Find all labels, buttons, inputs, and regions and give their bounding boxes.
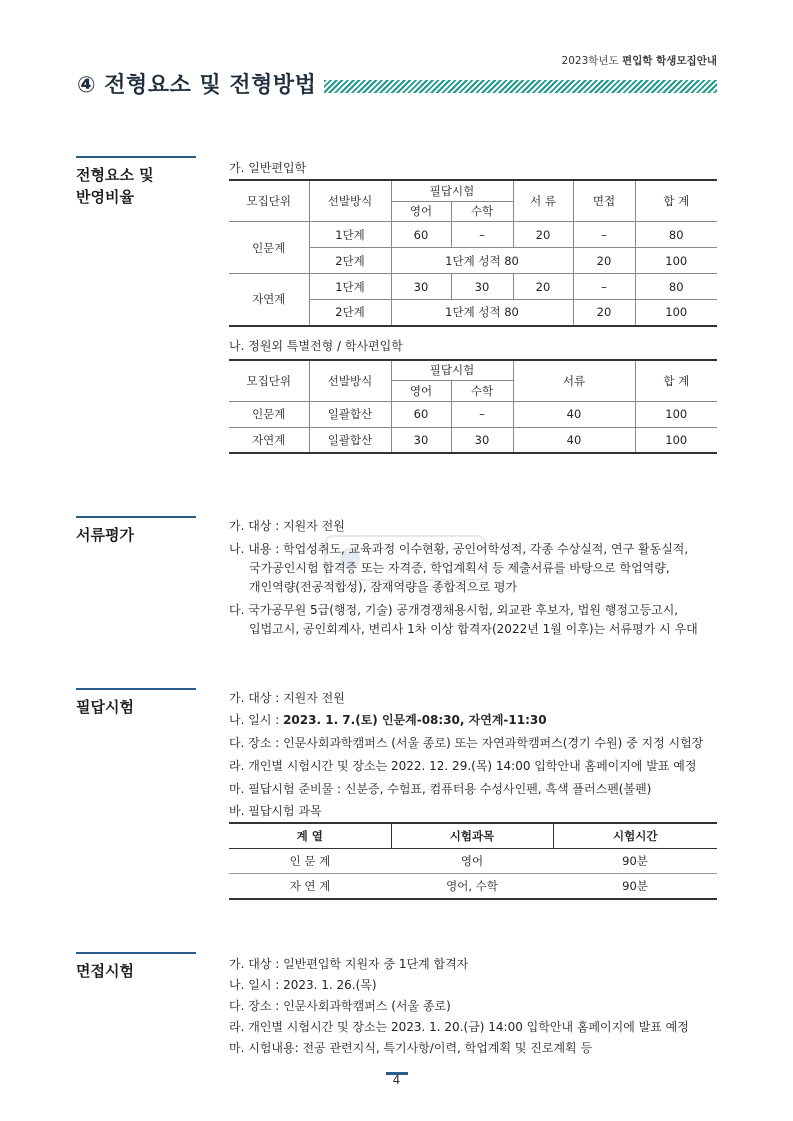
- cell-eng: 60: [391, 222, 451, 248]
- section-label-ratio: [76, 156, 196, 208]
- cell-docs: 40: [513, 427, 635, 453]
- cell-unit: 자연계: [229, 427, 309, 453]
- doc-item-b-line2: 국가공인시험 합격증 또는 자격증, 학업계획서 등 제출서류를 바탕으로 학업역량,: [249, 561, 670, 575]
- cell-stage: 1단계: [309, 222, 391, 248]
- page-number: 4: [392, 1073, 401, 1087]
- table-row: [229, 222, 717, 248]
- exam-item-b: [229, 710, 717, 731]
- exam-item-c: 다. 장소 : 인문사회과학캠퍼스 (서울 종로) 또는 자연과학캠퍼스(경기 수원) 중 지정 시험장: [229, 736, 704, 750]
- section-label-line2: 반영비율: [76, 188, 134, 206]
- cell-math: –: [451, 222, 513, 248]
- interview-item-c: 다. 장소 : 인문사회과학캠퍼스 (서울 종로): [229, 999, 451, 1013]
- th-time: 시험시간: [553, 823, 717, 849]
- cell-docs: 20: [513, 274, 573, 300]
- th-total: 합 계: [635, 180, 717, 222]
- cell-method: 일괄합산: [309, 401, 391, 427]
- page-title-bar: [77, 66, 717, 100]
- th-method: 선발방식: [309, 180, 391, 222]
- th-exam: 필답시험: [391, 180, 513, 201]
- section-interview-content: [229, 954, 717, 1059]
- cell-total: 80: [635, 274, 717, 300]
- section-label-written-exam: [76, 688, 196, 718]
- cell-total: 100: [635, 300, 717, 326]
- th-subject: 시험과목: [391, 823, 553, 849]
- th-docs: 서류: [513, 360, 635, 402]
- cell-eng: 30: [391, 274, 451, 300]
- doc-item-b-line3: 개인역량(전공적합성), 잠재역량을 종합적으로 평가: [249, 580, 518, 594]
- section-written-exam-content: [229, 688, 717, 900]
- doc-item-b: [229, 540, 717, 597]
- doc-item-c: [229, 601, 717, 639]
- th-interview: 면접: [573, 180, 635, 222]
- cell-unit: 자연계: [229, 274, 309, 326]
- th-math: 수학: [451, 381, 513, 401]
- cell-total: 100: [635, 248, 717, 274]
- cell-interview: –: [573, 222, 635, 248]
- cell-docs: 40: [513, 401, 635, 427]
- section-documents-content: [229, 516, 717, 639]
- header-doc-title: 편입학 학생모집안내: [622, 55, 717, 67]
- section-label-line1: 전형요소 및: [76, 166, 154, 184]
- interview-item-d: 라. 개인별 시험시간 및 장소는 2023. 1. 20.(금) 14:00 입학안내 홈페이지에 발표 예정: [229, 1020, 689, 1034]
- doc-item-a: 가. 대상 : 지원자 전원: [229, 519, 345, 533]
- cell-merged: 1단계 성적 80: [391, 248, 573, 274]
- cell-stage: 2단계: [309, 248, 391, 274]
- interview-item-b: 나. 일시 : 2023. 1. 26.(목): [229, 978, 377, 992]
- cell-total: 80: [635, 222, 717, 248]
- table-row: [229, 274, 717, 300]
- page-title: ④ 전형요소 및 전형방법: [77, 72, 317, 98]
- cell-math: 30: [451, 274, 513, 300]
- cell-method: 일괄합산: [309, 427, 391, 453]
- th-total: 합 계: [635, 360, 717, 402]
- cell-interview: –: [573, 274, 635, 300]
- cell-subject: 영어, 수학: [391, 874, 553, 900]
- cell-stage: 2단계: [309, 300, 391, 326]
- section-label-text: 면접시험: [76, 962, 134, 980]
- cell-time: 90분: [553, 849, 717, 874]
- cell-total: 100: [635, 401, 717, 427]
- th-unit: 모집단위: [229, 360, 309, 402]
- section-label-text: 서류평가: [76, 526, 134, 544]
- cell-math: 30: [451, 427, 513, 453]
- section-label-text: 필답시험: [76, 698, 134, 716]
- cell-unit: 인문계: [229, 222, 309, 274]
- cell-stage: 1단계: [309, 274, 391, 300]
- cell-total: 100: [635, 427, 717, 453]
- table-special-transfer: [229, 359, 717, 455]
- table-row: [229, 849, 717, 874]
- th-unit: 모집단위: [229, 180, 309, 222]
- section-label-documents: [76, 516, 196, 546]
- section-label-interview: [76, 952, 196, 982]
- th-math: 수학: [451, 201, 513, 221]
- exam-item-a: 가. 대상 : 지원자 전원: [229, 691, 345, 705]
- cell-merged: 1단계 성적 80: [391, 300, 573, 326]
- header-year: 2023학년도: [561, 55, 619, 67]
- th-method: 선발방식: [309, 360, 391, 402]
- th-exam: 필답시험: [391, 360, 513, 381]
- table-row: [229, 874, 717, 900]
- doc-item-b-line1: 나. 내용 : 학업성취도, 교육과정 이수현황, 공인어학성적, 각종 수상실적, 연구 활동실적,: [229, 542, 689, 556]
- cell-math: –: [451, 401, 513, 427]
- exam-item-b-prefix: 나. 일시 :: [229, 713, 284, 727]
- table-row: [229, 401, 717, 427]
- cell-unit: 인문계: [229, 401, 309, 427]
- cell-track: 인 문 계: [229, 849, 391, 874]
- th-eng: 영어: [391, 381, 451, 401]
- table-row: [229, 427, 717, 453]
- cell-interview: 20: [573, 300, 635, 326]
- table-general-transfer: [229, 179, 717, 327]
- interview-item-e: 마. 시험내용: 전공 관련지식, 특기사항/이력, 학업계획 및 진로계획 등: [229, 1041, 593, 1055]
- th-eng: 영어: [391, 201, 451, 221]
- cell-subject: 영어: [391, 849, 553, 874]
- cell-eng: 60: [391, 401, 451, 427]
- cell-track: 자 연 계: [229, 874, 391, 900]
- cell-interview: 20: [573, 248, 635, 274]
- sub-title-general: 가. 일반편입학: [229, 161, 307, 175]
- cell-docs: 20: [513, 222, 573, 248]
- th-docs: 서 류: [513, 180, 573, 222]
- title-stripe-decoration: [324, 80, 717, 93]
- table-exam-subjects: [229, 822, 717, 900]
- th-track: 계 열: [229, 823, 391, 849]
- exam-item-e: 마. 필답시험 준비물 : 신분증, 수험표, 컴퓨터용 수성사인펜, 흑색 플러스펜(볼펜): [229, 782, 652, 796]
- exam-item-b-date: 2023. 1. 7.(토) 인문계-08:30, 자연계-11:30: [283, 713, 547, 727]
- cell-eng: 30: [391, 427, 451, 453]
- interview-item-a: 가. 대상 : 일반편입학 지원자 중 1단계 합격자: [229, 957, 469, 971]
- exam-item-d: 라. 개인별 시험시간 및 장소는 2022. 12. 29.(목) 14:00 입학안내 홈페이지에 발표 예정: [229, 759, 697, 773]
- doc-item-c-line2: 입법고시, 공인회계사, 변리사 1차 이상 합격자(2022년 1월 이후)는 서류평가 시 우대: [249, 622, 698, 636]
- sub-title-special: 나. 정원외 특별전형 / 학사편입학: [229, 338, 403, 353]
- doc-item-c-line1: 다. 국가공무원 5급(행정, 기술) 공개경쟁채용시험, 외교관 후보자, 법원 행정고등고시,: [229, 603, 679, 617]
- section-ratio-content: [229, 158, 717, 454]
- cell-time: 90분: [553, 874, 717, 900]
- exam-item-f: 바. 필답시험 과목: [229, 804, 322, 818]
